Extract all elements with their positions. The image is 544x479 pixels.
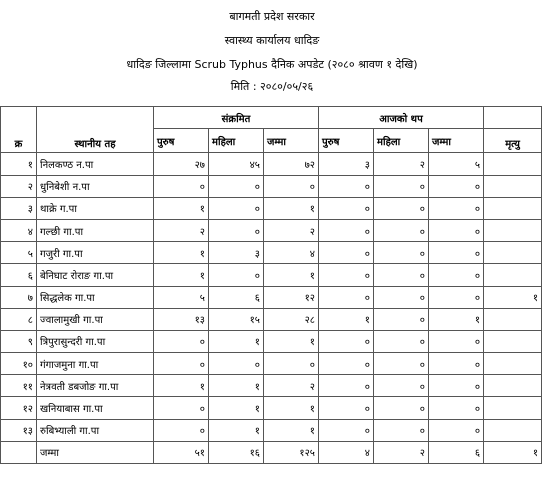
row-infected-male: ५: [154, 286, 209, 308]
scrub-typhus-table: [0, 106, 542, 464]
total-new-male: ४: [319, 441, 374, 463]
row-sn: ५: [1, 242, 37, 264]
table-row: [1, 286, 542, 308]
row-new-male: ०: [319, 175, 374, 197]
row-local-level: खनियाबास गा.पा: [37, 397, 154, 419]
total-new-total: ६: [429, 441, 484, 463]
row-infected-total: २८: [264, 308, 319, 330]
row-infected-female: १: [209, 330, 264, 352]
row-new-male: ०: [319, 397, 374, 419]
table-row: [1, 197, 542, 219]
row-infected-female: १: [209, 375, 264, 397]
table-row: [1, 242, 542, 264]
row-sn: १०: [1, 353, 37, 375]
row-new-female: २: [374, 153, 429, 175]
table-row: [1, 264, 542, 286]
header-new-male: पुरुष: [319, 129, 374, 153]
row-new-female: ०: [374, 375, 429, 397]
row-sn: ६: [1, 264, 37, 286]
row-death: [484, 219, 542, 241]
row-sn: १२: [1, 397, 37, 419]
row-sn: ८: [1, 308, 37, 330]
header-death: मृत्यु: [484, 129, 542, 153]
row-death: [484, 375, 542, 397]
row-local-level: थाक्रे ग.पा: [37, 197, 154, 219]
row-new-female: ०: [374, 419, 429, 441]
row-local-level: रुबिभ्याली गा.पा: [37, 419, 154, 441]
header-blank: [484, 107, 542, 129]
row-infected-total: ०: [264, 353, 319, 375]
row-new-total: ०: [429, 353, 484, 375]
total-label: जम्मा: [37, 441, 154, 463]
row-new-female: ०: [374, 353, 429, 375]
header-new-female: महिला: [374, 129, 429, 153]
row-infected-total: १: [264, 330, 319, 352]
row-new-total: ०: [429, 242, 484, 264]
header-infected-total: जम्मा: [264, 129, 319, 153]
row-new-male: ०: [319, 353, 374, 375]
row-new-female: ०: [374, 175, 429, 197]
row-infected-female: ०: [209, 353, 264, 375]
row-death: [484, 264, 542, 286]
row-infected-female: १५: [209, 308, 264, 330]
row-new-female: ०: [374, 308, 429, 330]
row-infected-female: ४५: [209, 153, 264, 175]
row-local-level: गंगाजमुना गा.पा: [37, 353, 154, 375]
row-new-female: ०: [374, 330, 429, 352]
row-new-male: ३: [319, 153, 374, 175]
row-sn: २: [1, 175, 37, 197]
row-new-total: ०: [429, 175, 484, 197]
row-new-female: ०: [374, 197, 429, 219]
total-infected-total: १२५: [264, 441, 319, 463]
row-sn: ७: [1, 286, 37, 308]
header-today-new: आजको थप: [319, 107, 484, 129]
row-death: [484, 397, 542, 419]
office-title: बागमती प्रदेश सरकार: [229, 10, 315, 23]
row-new-male: ०: [319, 286, 374, 308]
row-infected-total: ०: [264, 175, 319, 197]
row-local-level: बेनिघाट रोराङ गा.पा: [37, 264, 154, 286]
table-row: [1, 353, 542, 375]
row-infected-total: १२: [264, 286, 319, 308]
row-local-level: नेत्रवती डबजोङ गा.पा: [37, 375, 154, 397]
row-infected-female: ०: [209, 219, 264, 241]
total-infected-male: ५१: [154, 441, 209, 463]
row-infected-total: १: [264, 197, 319, 219]
table-body: [1, 153, 542, 441]
total-sn-cell: [1, 441, 37, 463]
row-infected-total: २: [264, 375, 319, 397]
row-infected-total: १: [264, 264, 319, 286]
row-infected-female: १: [209, 419, 264, 441]
row-infected-female: ३: [209, 242, 264, 264]
row-local-level: गल्छी गा.पा: [37, 219, 154, 241]
row-new-male: ०: [319, 242, 374, 264]
row-death: [484, 308, 542, 330]
row-infected-female: ०: [209, 264, 264, 286]
row-sn: ९: [1, 330, 37, 352]
row-infected-total: ७२: [264, 153, 319, 175]
row-new-male: ०: [319, 330, 374, 352]
row-infected-male: १: [154, 264, 209, 286]
row-infected-female: १: [209, 397, 264, 419]
table-row: [1, 175, 542, 197]
row-new-total: ०: [429, 375, 484, 397]
row-infected-male: १: [154, 375, 209, 397]
row-local-level: त्रिपुरासुन्दरी गा.पा: [37, 330, 154, 352]
header-infected-male: पुरुष: [154, 129, 209, 153]
total-new-female: २: [374, 441, 429, 463]
total-death: १: [484, 441, 542, 463]
row-sn: १: [1, 153, 37, 175]
row-infected-total: ४: [264, 242, 319, 264]
table-row: [1, 153, 542, 175]
row-new-female: ०: [374, 286, 429, 308]
row-infected-total: १: [264, 397, 319, 419]
row-new-male: ०: [319, 375, 374, 397]
row-death: [484, 153, 542, 175]
row-new-total: ०: [429, 286, 484, 308]
row-new-female: ०: [374, 264, 429, 286]
row-local-level: धुनिबेशी न.पा: [37, 175, 154, 197]
row-infected-male: २: [154, 219, 209, 241]
table-row: [1, 308, 542, 330]
row-death: [484, 242, 542, 264]
row-local-level: सिद्धलेक गा.पा: [37, 286, 154, 308]
report-date: मिति : २०८०/०५/२६: [230, 80, 314, 93]
row-local-level: निलकण्ठ न.पा: [37, 153, 154, 175]
row-new-total: ०: [429, 264, 484, 286]
row-sn: १३: [1, 419, 37, 441]
header-infected-female: महिला: [209, 129, 264, 153]
row-death: [484, 175, 542, 197]
row-new-total: ०: [429, 397, 484, 419]
row-new-female: ०: [374, 219, 429, 241]
row-new-female: ०: [374, 242, 429, 264]
header-infected: संक्रमित: [154, 107, 319, 129]
row-infected-total: १: [264, 419, 319, 441]
row-new-total: ५: [429, 153, 484, 175]
table-row: [1, 375, 542, 397]
row-infected-male: ०: [154, 330, 209, 352]
report-title: धादिङ जिल्लामा Scrub Typhus दैनिक अपडेट (२०८० श्रावण १ देखि): [126, 58, 418, 71]
total-row: [1, 441, 542, 463]
row-infected-male: १: [154, 197, 209, 219]
row-new-total: ०: [429, 330, 484, 352]
row-infected-male: ०: [154, 353, 209, 375]
header-sn: क्र: [1, 107, 37, 153]
row-new-total: ०: [429, 197, 484, 219]
row-infected-male: १: [154, 242, 209, 264]
table-row: [1, 397, 542, 419]
table-row: [1, 330, 542, 352]
row-infected-male: २७: [154, 153, 209, 175]
office-subtitle: स्वास्थ्य कार्यालय धादिङ: [224, 34, 320, 47]
row-sn: ११: [1, 375, 37, 397]
row-infected-female: ०: [209, 197, 264, 219]
row-new-total: ०: [429, 419, 484, 441]
row-death: १: [484, 286, 542, 308]
header-new-total: जम्मा: [429, 129, 484, 153]
total-infected-female: १६: [209, 441, 264, 463]
row-infected-male: ०: [154, 175, 209, 197]
row-new-male: ०: [319, 419, 374, 441]
row-death: [484, 419, 542, 441]
header-local-level: स्थानीय तह: [37, 107, 154, 153]
row-new-female: ०: [374, 397, 429, 419]
table-row: [1, 419, 542, 441]
row-infected-total: २: [264, 219, 319, 241]
row-sn: ४: [1, 219, 37, 241]
row-new-male: ०: [319, 219, 374, 241]
row-infected-female: ०: [209, 175, 264, 197]
row-local-level: गजुरी गा.पा: [37, 242, 154, 264]
row-local-level: ज्वालामुखी गा.पा: [37, 308, 154, 330]
row-sn: ३: [1, 197, 37, 219]
row-death: [484, 353, 542, 375]
table-row: [1, 219, 542, 241]
row-new-total: १: [429, 308, 484, 330]
row-new-total: ०: [429, 219, 484, 241]
row-new-male: ०: [319, 197, 374, 219]
row-infected-male: ०: [154, 419, 209, 441]
row-new-male: ०: [319, 264, 374, 286]
row-infected-female: ६: [209, 286, 264, 308]
row-new-male: १: [319, 308, 374, 330]
row-infected-male: १३: [154, 308, 209, 330]
row-infected-male: ०: [154, 397, 209, 419]
row-death: [484, 197, 542, 219]
row-death: [484, 330, 542, 352]
